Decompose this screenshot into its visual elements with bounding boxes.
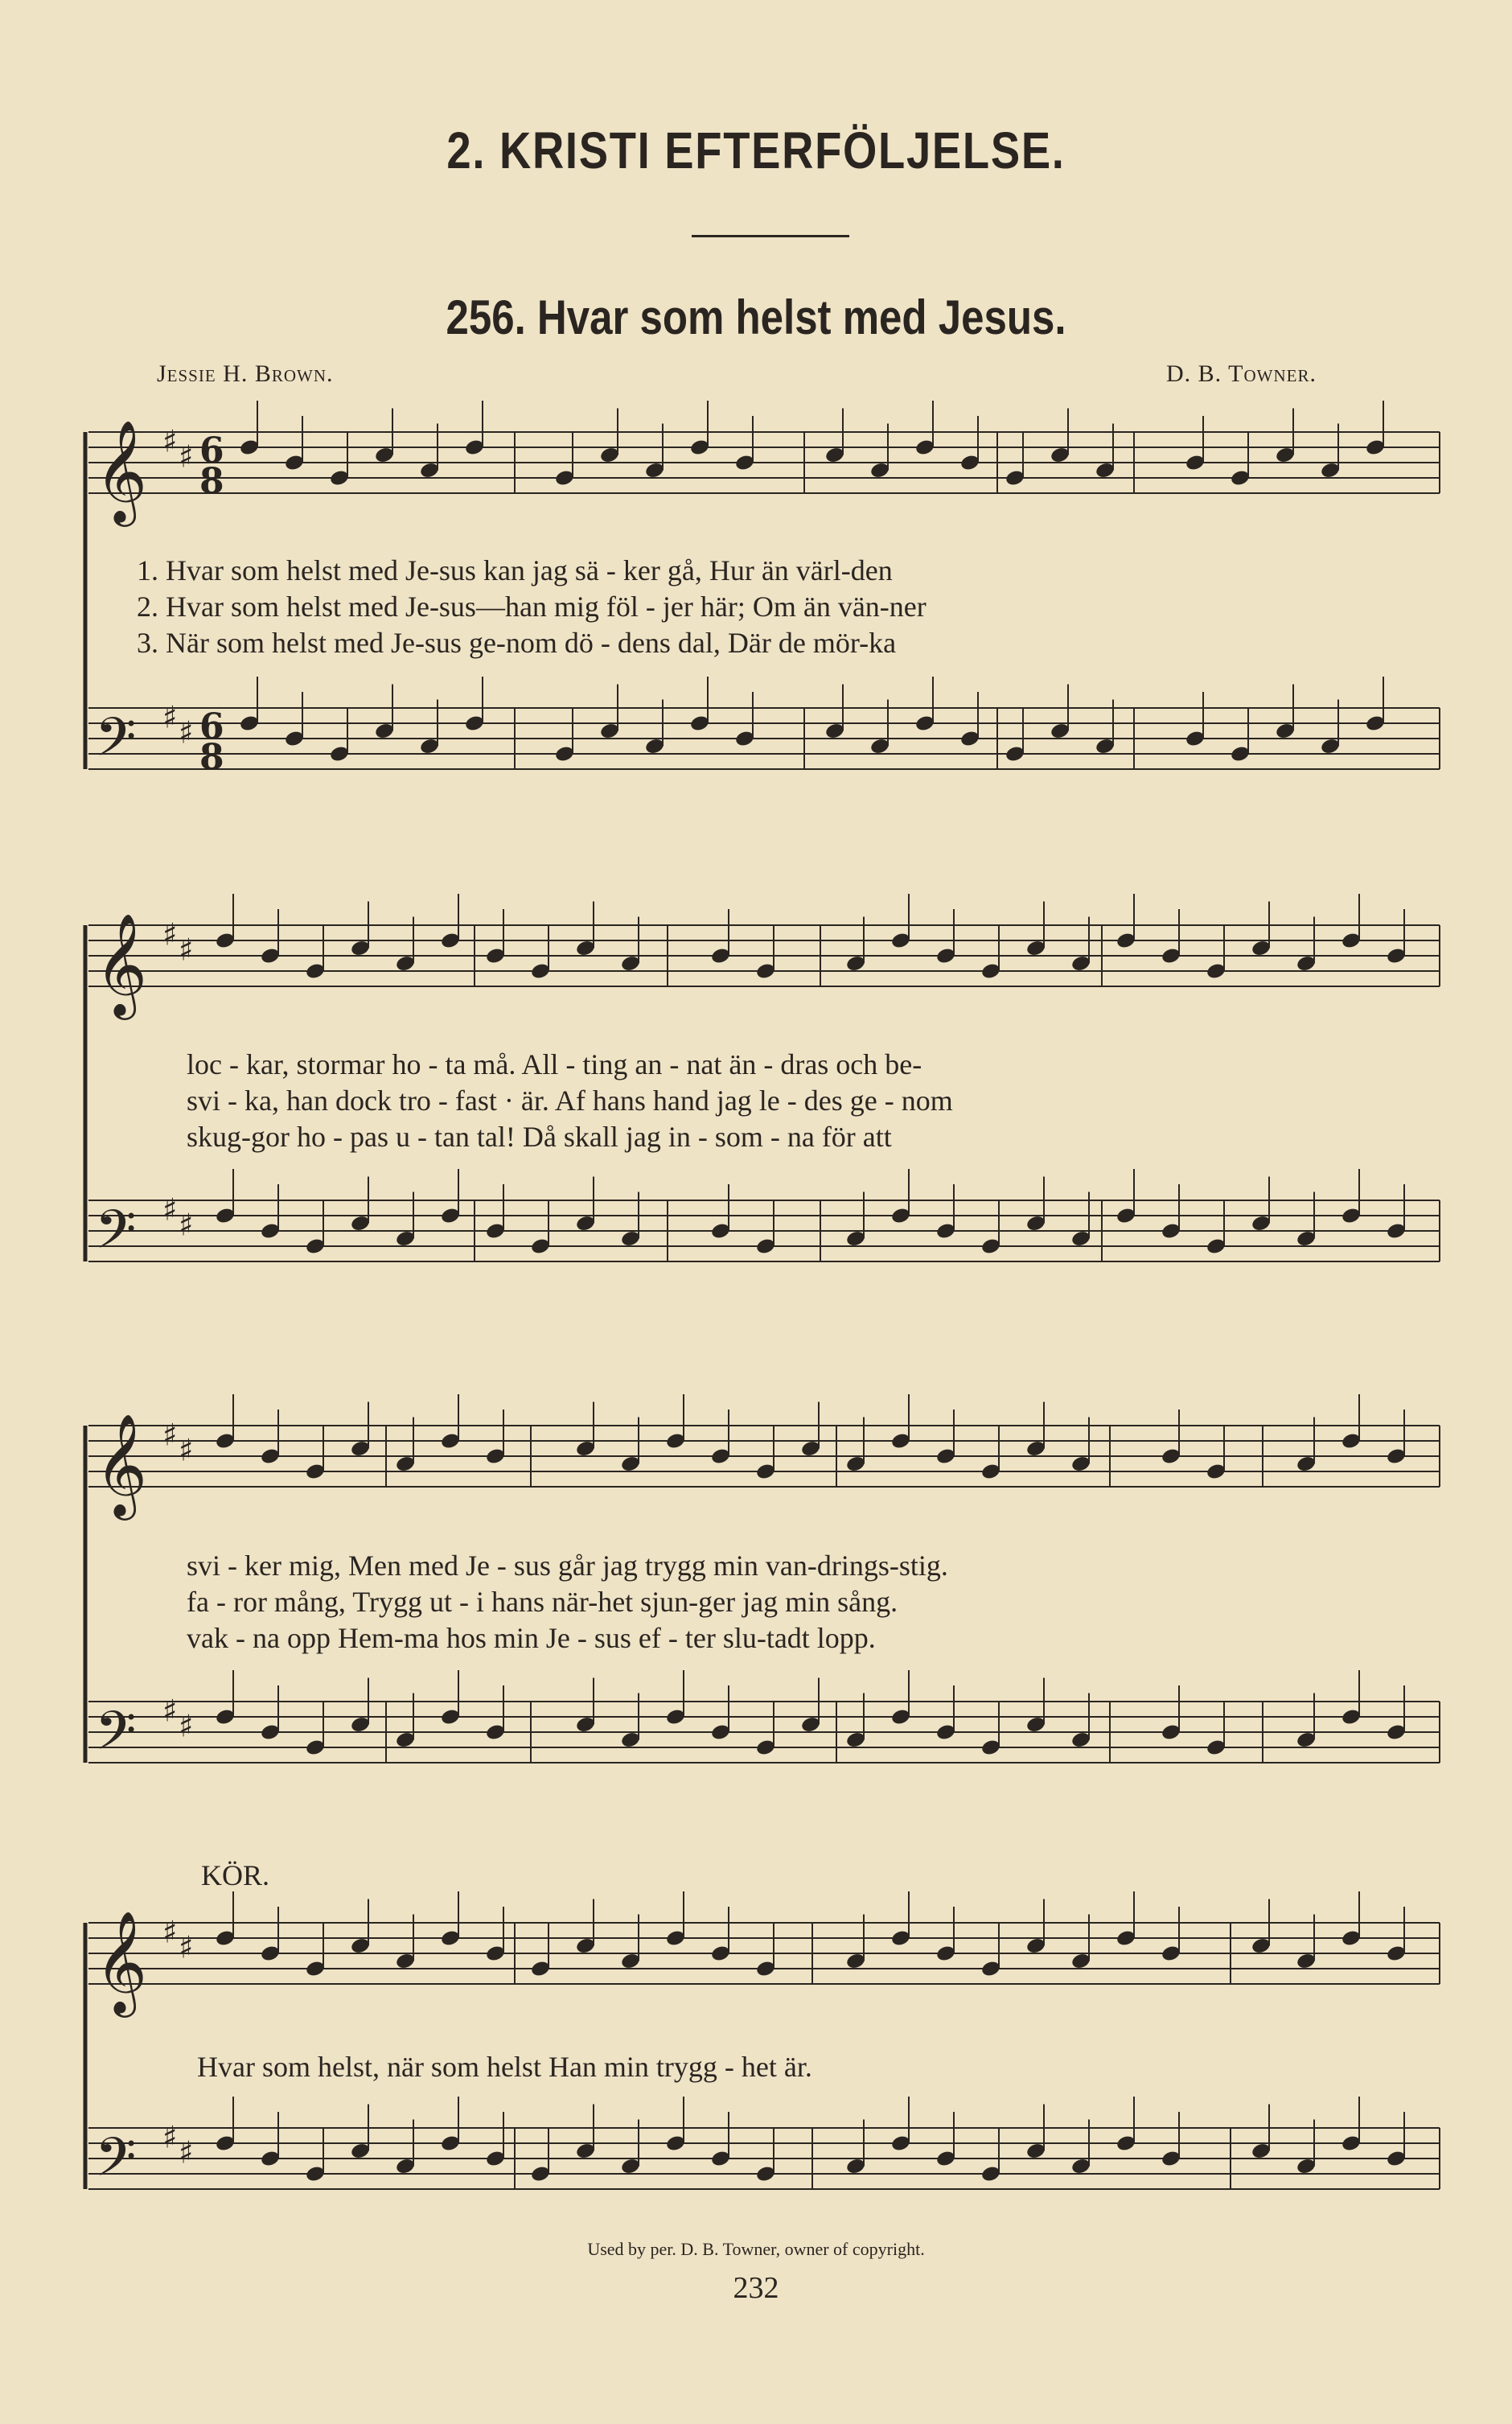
lyric-line: Hvar som helst, när som helst Han min trygg - het är. (197, 2051, 812, 2083)
key-signature: ♯ (179, 2134, 194, 2171)
key-signature: ♯ (162, 423, 178, 459)
key-signature: ♯ (179, 1432, 194, 1468)
bass-clef: 𝄢 (95, 706, 137, 781)
time-signature: 6 (199, 430, 224, 471)
lyric-line: skug-gor ho - pas u - tan tal! Då skall jag in - som - na för att (187, 1121, 892, 1153)
composer-credit: D. B. Towner. (1166, 360, 1317, 387)
key-signature: ♯ (179, 1708, 194, 1744)
lyric-line: 1. Hvar som helst med Je-sus kan jag sä - ker gå, Hur än värl-den (137, 554, 893, 586)
key-signature: ♯ (162, 1417, 178, 1453)
treble-clef: 𝄞 (95, 419, 148, 522)
key-signature: ♯ (179, 1207, 194, 1243)
key-signature: ♯ (179, 714, 194, 751)
copyright-footnote: Used by per. D. B. Towner, owner of copyright. (587, 2239, 925, 2259)
page-number: 232 (733, 2271, 779, 2305)
key-signature: ♯ (162, 1914, 178, 1950)
key-signature: ♯ (162, 916, 178, 953)
lyric-line: svi - ker mig, Men med Je - sus går jag trygg min van-drings-stig. (187, 1549, 948, 1582)
time-signature: 8 (199, 461, 224, 502)
key-signature: ♯ (162, 1693, 178, 1729)
treble-clef: 𝄞 (95, 1910, 148, 2013)
lyric-line: svi - ka, han dock tro - fast · är. Af hans hand jag le - des ge - nom (187, 1084, 953, 1117)
lyric-line: 2. Hvar som helst med Je-sus—han mig föl - jer här; Om än vän-ner (137, 591, 927, 623)
bass-clef: 𝄢 (95, 2126, 137, 2201)
section-title: 2. KRISTI EFTERFÖLJELSE. (446, 121, 1066, 179)
bass-clef: 𝄢 (95, 1199, 137, 1274)
key-signature: ♯ (162, 2119, 178, 2155)
chorus-label: KÖR. (201, 1859, 270, 1891)
key-signature: ♯ (179, 932, 194, 968)
lyric-line: 3. När som helst med Je-sus ge-nom dö - dens dal, Där de mör-ka (137, 627, 897, 659)
key-signature: ♯ (162, 1191, 178, 1228)
key-signature: ♯ (162, 699, 178, 735)
bass-clef: 𝄢 (95, 1700, 137, 1775)
treble-clef: 𝄞 (95, 1413, 148, 1516)
time-signature: 6 (199, 706, 224, 747)
hymn-title: 256. Hvar som helst med Jesus. (446, 290, 1066, 344)
lyric-line: fa - ror mång, Trygg ut - i hans när-het sjun-ger jag min sång. (187, 1586, 898, 1618)
lyric-line: vak - na opp Hem-ma hos min Je - sus ef - ter slu-tadt lopp. (187, 1622, 876, 1654)
lyricist-credit: Jessie H. Brown. (157, 360, 334, 387)
lyric-line: loc - kar, stormar ho - ta må. All - ting an - nat än - dras och be- (187, 1048, 922, 1080)
key-signature: ♯ (179, 1929, 194, 1965)
treble-clef: 𝄞 (95, 912, 148, 1015)
time-signature: 8 (199, 737, 224, 778)
key-signature: ♯ (179, 438, 194, 475)
